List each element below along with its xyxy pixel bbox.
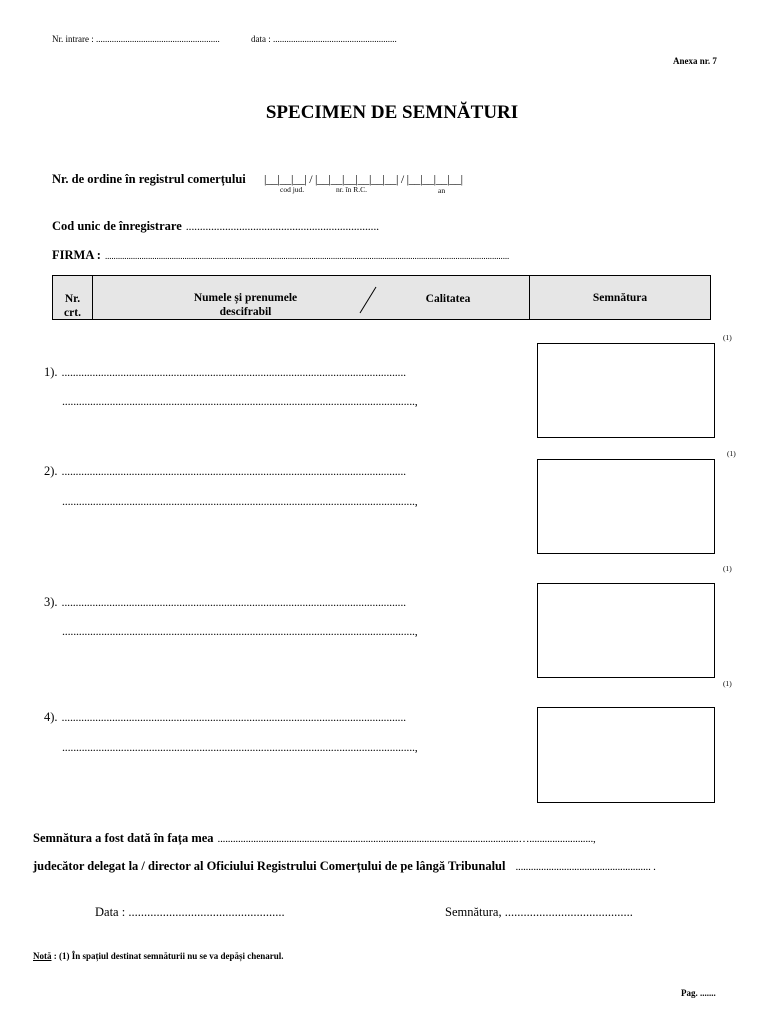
header-descifrabil-text: descifrabil [219,306,272,318]
footnote-marker: (1) [723,564,732,573]
entry-row-3-name [44,593,406,611]
semnatura-data-dots: ......................................................................................................................…........................., [217,833,596,845]
anexa-label: Anexa nr. 7 [673,56,717,66]
entry-row-2-name [44,462,406,480]
nr-intrare-field: Nr. intrare : ....................................................... [52,34,220,44]
column-divider [92,276,93,319]
entry-number: 2). [44,464,58,478]
cui-dots: ..................................................................... [185,219,379,233]
data-signature-line: Data : .................................................. [95,905,285,919]
entry-row-1-name [44,363,406,381]
nota-text: : (1) În spațiul destinat semnăturii nu se va depăși chenarul. [51,951,284,961]
entry-dots-line: .............................................................................................................................., [62,494,418,508]
cui-label: Cod unic de înregistrare [52,219,182,233]
an-caption: an [438,186,446,195]
firma-dots: ............................................................................................................................................................................................ [104,251,510,261]
registru-number-pattern: |__|__|__| / |__|__|__|__|__|__| / |__|__|__|__| [264,172,463,186]
firma-label: FIRMA : [52,248,101,262]
judecator-dots: ..................................................... . [515,861,656,873]
entry-dots-line: ........................................................................................................................... [61,595,406,609]
signature-box-3[interactable] [537,583,715,678]
entry-dots-line: ........................................................................................................................... [61,365,406,379]
header-nr [53,292,92,320]
header-crt-text: crt. [64,307,81,319]
cod-jud-caption: cod jud. [280,185,305,194]
registru-label: Nr. de ordine în registrul comerțului [52,172,246,186]
semnatura-data-label: Semnătura a fost dată în fața mea [33,831,214,845]
nr-rc-caption: nr. în R.C. [336,185,368,194]
entry-row-4-name [44,708,406,726]
header-calitatea: Calitatea [425,293,471,305]
entry-dots-line: .............................................................................................................................., [62,740,418,754]
table-header [52,275,711,320]
cui-row [52,217,379,235]
header-numele [158,291,333,319]
entry-number: 4). [44,710,58,724]
page-title: SPECIMEN DE SEMNĂTURI [265,102,519,123]
firma-row [52,246,509,264]
entry-dots-line: .............................................................................................................................., [62,624,418,638]
judecator-label: judecător delegat la / director al Oficiului Registrului Comerțului de pe lângă Tribunalul [33,859,506,873]
header-semnatura: Semnătura [592,292,648,304]
entry-dots-line: .............................................................................................................................., [62,394,418,408]
semnatura-data-row [33,829,596,847]
page-number: Pag. ....... [681,988,716,998]
slash-divider [357,285,379,315]
entry-number: 3). [44,595,58,609]
nota-row [33,951,284,961]
footnote-marker: (1) [723,679,732,688]
footnote-marker: (1) [727,449,736,458]
header-nr-text: Nr. [64,293,81,305]
header-numele-text: Numele și prenumele [193,292,298,304]
judecator-row [33,857,656,875]
entry-number: 1). [44,365,58,379]
footnote-marker: (1) [723,333,732,342]
nota-label: Notă [33,951,52,961]
signature-box-2[interactable] [537,459,715,554]
data-field: data : ....................................................... [251,34,397,44]
signature-box-4[interactable] [537,707,715,803]
semnatura-signature-line: Semnătura, ......................................... [445,905,633,919]
entry-dots-line: ........................................................................................................................... [61,464,406,478]
signature-box-1[interactable] [537,343,715,438]
entry-dots-line: ........................................................................................................................... [61,710,406,724]
